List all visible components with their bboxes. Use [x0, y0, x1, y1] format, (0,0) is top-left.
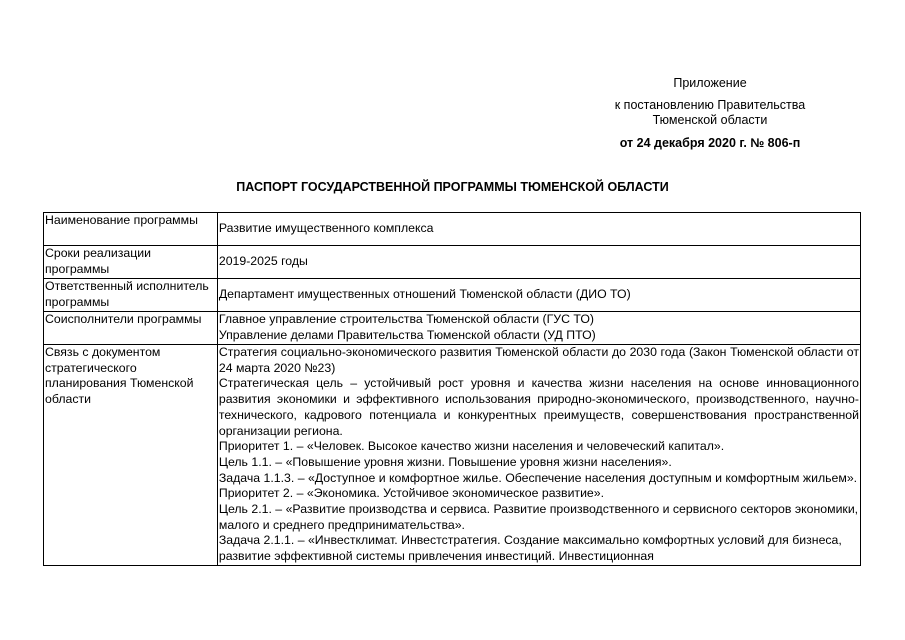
document-title: ПАСПОРТ ГОСУДАРСТВЕННОЙ ПРОГРАММЫ ТЮМЕНСКОЙ ОБЛАСТИ: [236, 180, 669, 194]
paragraph: Цель 1.1. – «Повышение уровня жизни. Повышение уровня жизни населения».: [218, 454, 672, 469]
row-label: Ответственный исполнитель программы: [44, 279, 218, 312]
row-value: [217, 345, 860, 566]
paragraph: Приоритет 1. – «Человек. Высокое качество жизни населения и человеческий капитал».: [218, 439, 725, 454]
paragraph: Задача 1.1.3. – «Доступное и комфортное жилье. Обеспечение населения доступным и комфортным жильем».: [218, 470, 858, 485]
appendix-label: Приложение: [673, 76, 747, 90]
decree-date: от 24 декабря 2020 г. № 806-п: [619, 136, 801, 150]
row-value: [217, 312, 860, 345]
table-row: [44, 213, 861, 246]
table-row: [44, 279, 861, 312]
paragraph: Стратегическая цель – устойчивый рост уровня и качества жизни населения на основе инновационного развития экономики и эффективного использования природно-экономического, производственного, научно-технического, кадрового потенциала и конкурентных преимуществ, совершенствования пространственной организации региона.: [218, 376, 859, 438]
table-row: [44, 312, 861, 345]
table-row: [44, 345, 861, 566]
row-label: Наименование программы: [44, 213, 218, 246]
row-value: Департамент имущественных отношений Тюменской области (ДИО ТО): [217, 279, 860, 312]
decree-line-1: к постановлению Правительства: [614, 98, 806, 112]
row-label: Связь с документом стратегического планирования Тюменской области: [44, 345, 218, 566]
decree-reference: [560, 98, 860, 128]
row-label: Сроки реализации программы: [44, 246, 218, 279]
co-executor-line: Управление делами Правительства Тюменской области (УД ПТО): [218, 327, 596, 342]
decree-line-2: Тюменской области: [652, 113, 768, 127]
table-row: [44, 246, 861, 279]
paragraph: Задача 2.1.1. – «Инвестклимат. Инвестстратегия. Создание максимально комфортных условий для бизнеса, развитие эффективной системы привлечения инвестиций. Инвестиционная: [218, 533, 842, 564]
row-value: Развитие имущественного комплекса: [217, 213, 860, 246]
paragraph: Приоритет 2. – «Экономика. Устойчивое экономическое развитие».: [218, 486, 605, 501]
co-executor-line: Главное управление строительства Тюменской области (ГУС ТО): [218, 312, 595, 326]
program-passport-table: [43, 212, 861, 566]
paragraph: Стратегия социально-экономического развития Тюменской области до 2030 года (Закон Тюменской области от 24 марта 2020 №23): [218, 345, 859, 375]
row-value: 2019-2025 годы: [217, 246, 860, 279]
row-label: Соисполнители программы: [44, 312, 218, 345]
paragraph: Цель 2.1. – «Развитие производства и сервиса. Развитие производственного и сервисного секторов экономики, малого и среднего предпринимательства».: [218, 502, 859, 532]
